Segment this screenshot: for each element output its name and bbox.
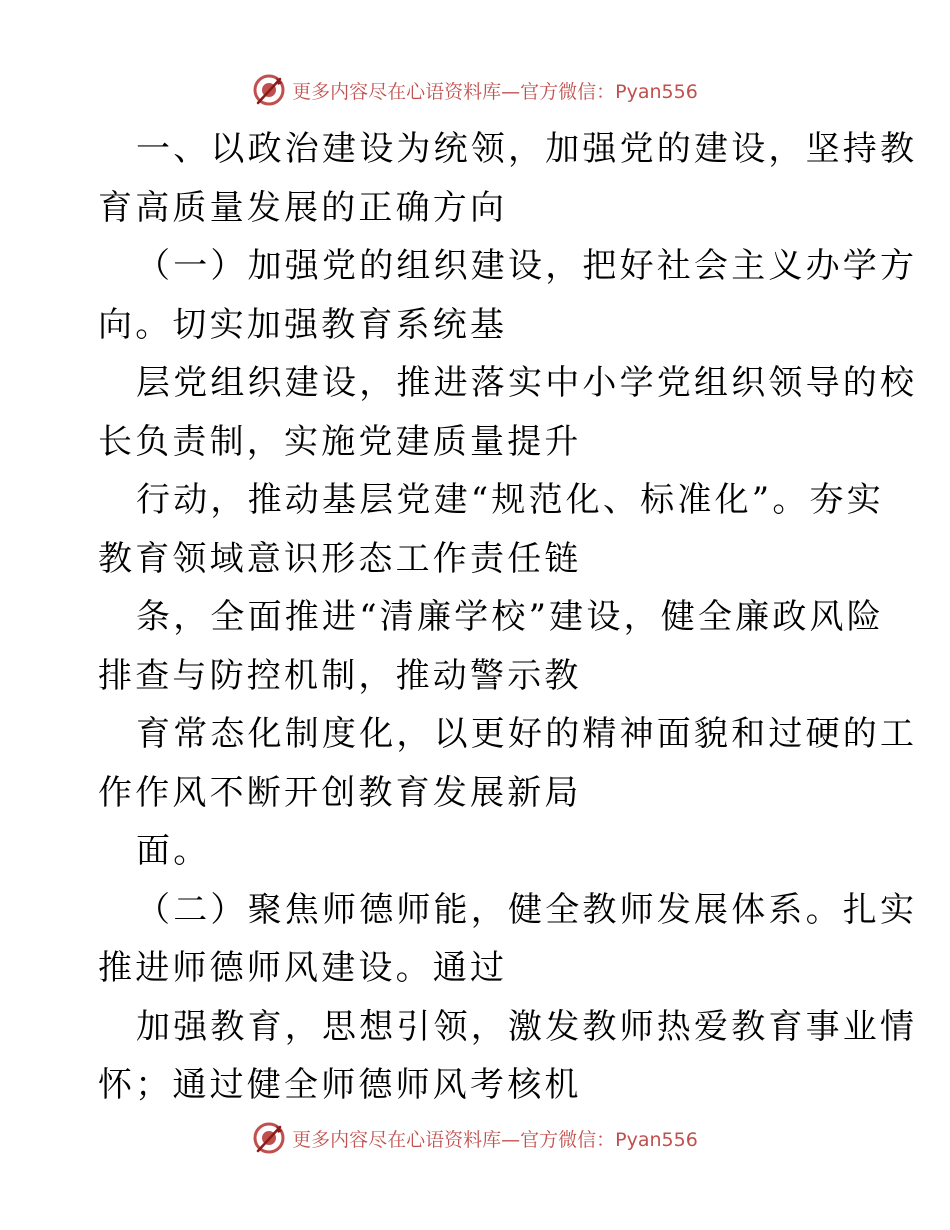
text-line: 排查与防控机制，推动警示教	[98, 655, 582, 696]
text-line: 育高质量发展的正确方向	[98, 187, 508, 228]
header-watermark	[0, 70, 950, 110]
text-line: 行动，推动基层党建“规范化、标准化”。夯实	[136, 480, 884, 520]
text-line: （一）加强党的组织建设，把好社会主义办学方	[136, 246, 918, 286]
text-line: 怀；通过健全师德师风考核机	[98, 1065, 582, 1105]
text-line: 教育领域意识形态工作责任链	[98, 538, 582, 579]
red-quill-seal-icon	[252, 1121, 286, 1155]
watermark-text: 更多内容尽在心语资料库—官方微信：Pyan556	[292, 80, 698, 103]
text-line: 向。切实加强教育系统基	[98, 304, 508, 345]
document-body	[98, 120, 918, 1115]
footer-watermark	[0, 1118, 950, 1158]
text-line: 层党组织建设，推进落实中小学党组织领导的校	[136, 363, 918, 403]
text-line: 作作风不断开创教育发展新局	[98, 772, 582, 813]
text-line: （二）聚焦师德师能，健全教师发展体系。扎实	[136, 889, 918, 930]
text-line: 长负责制，实施党建质量提升	[98, 421, 582, 462]
text-line: 推进师德师风建设。通过	[98, 948, 508, 988]
text-line: 加强教育，思想引领，激发教师热爱教育事业情	[136, 1006, 918, 1047]
watermark-text: 更多内容尽在心语资料库—官方微信：Pyan556	[292, 1128, 698, 1151]
text-line: 育常态化制度化，以更好的精神面貌和过硬的工	[136, 714, 918, 754]
text-line: 条，全面推进“清廉学校”建设，健全廉政风险	[136, 597, 884, 637]
text-line: 一、以政治建设为统领，加强党的建设，坚持教	[136, 129, 918, 169]
text-line: 面。	[136, 831, 211, 871]
red-quill-seal-icon	[252, 73, 286, 107]
